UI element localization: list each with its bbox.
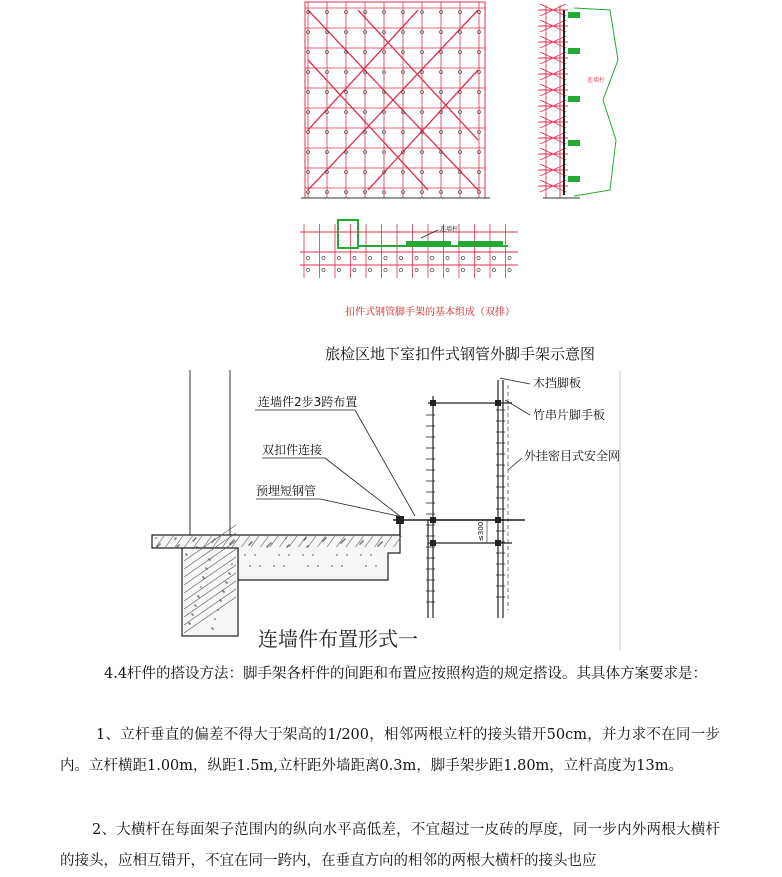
paragraph-item-2: 2、大横杆在每面架子范围内的纵向水平高低差，不宜超过一皮砖的厚度，同一步内外两根大横杆的接头，应相互错开，不宜在同一跨内，在垂直方向的相邻的两根大横杆的接头也应: [60, 822, 720, 869]
double-clamp-label: 双扣件连接: [262, 443, 323, 457]
dimension-label: ≤300: [477, 521, 485, 541]
handwritten-figure-title: 连墙件布置形式一: [258, 627, 418, 651]
red-figure-caption: 扣件式钢管脚手架的基本组成（双排）: [345, 307, 515, 318]
concrete-slab: [152, 525, 402, 636]
toe-board-label: 木挡脚板: [533, 376, 582, 390]
paragraph-item-1: 1、立杆垂直的偏差不得大于架高的1/200，相邻两根立杆的接头错开50cm，并力求不在同一步内。立杆横距1.00m，纵距1.5m,立杆距外墙距离0.3m，脚手架步距1.80m，立杆高度为13m。: [60, 727, 720, 774]
scaffold-side-view: [538, 4, 618, 198]
bamboo-board-label: 竹串片脚手板: [533, 408, 606, 422]
wall-tie-detail-drawing: [150, 370, 630, 660]
tie-layout-label: 连墙件2步3跨布置: [258, 395, 358, 409]
wall-tie-label: 连墙杆: [440, 226, 459, 233]
safety-net-label: 外挂密目式安全网: [524, 449, 621, 463]
embedded-pipe-label: 预埋短钢管: [256, 484, 317, 498]
paragraph-4-4: 4.4杆件的搭设方法：脚手架各杆件的间距和布置应按照构造的规定搭设。其具体方案要求是：: [104, 666, 708, 682]
svg-text:连墙杆: 连墙杆: [587, 77, 606, 84]
figure-title: 旅检区地下室扣件式钢管外脚手架示意图: [324, 345, 595, 363]
scaffold-elevation: [301, 2, 490, 198]
scaffold-drawing-top: [298, 0, 638, 300]
scaffold-plan-view: [300, 220, 518, 278]
